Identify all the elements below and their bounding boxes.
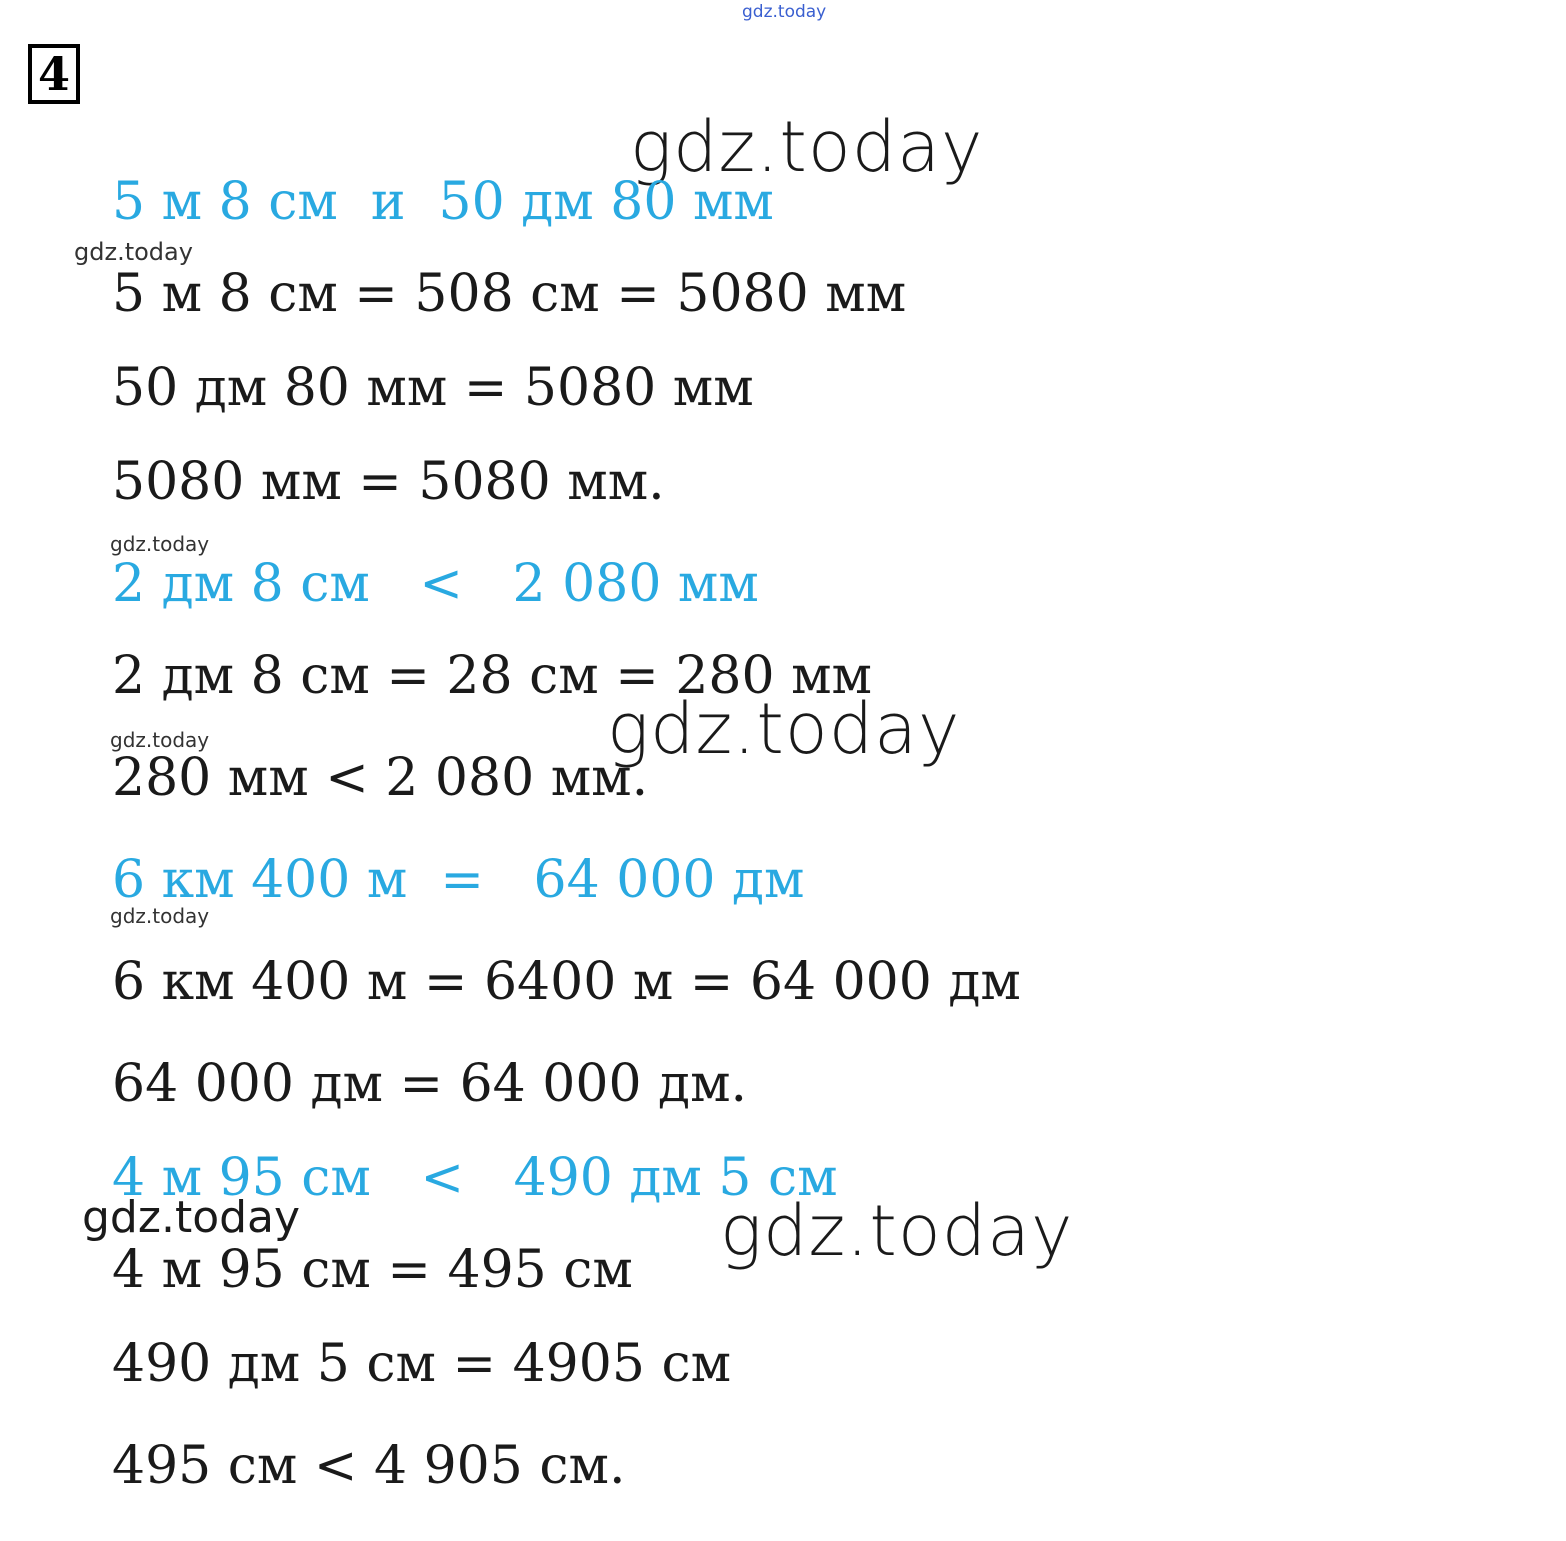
solution-line-4a: 4 м 95 см = 495 см <box>112 1240 633 1300</box>
watermark-small-4: gdz.today <box>110 904 210 928</box>
watermark-large-3: gdz.today <box>720 1190 1074 1272</box>
solution-line-2b: 280 мм < 2 080 мм. <box>112 748 649 808</box>
task-line-1: 5 м 8 см и 50 дм 80 мм <box>112 172 774 232</box>
watermark-large-2: gdz.today <box>607 688 961 770</box>
solution-line-3a: 6 км 400 м = 6400 м = 64 000 дм <box>112 952 1021 1012</box>
watermark-small-3: gdz.today <box>110 728 210 752</box>
watermark-small-1: gdz.today <box>74 238 193 266</box>
solution-line-1b: 50 дм 80 мм = 5080 мм <box>112 358 754 418</box>
watermark-top: gdz.today <box>742 2 827 22</box>
watermark-medium-1: gdz.today <box>82 1192 301 1243</box>
solution-line-1a: 5 м 8 см = 508 см = 5080 мм <box>112 264 907 324</box>
solution-line-3b: 64 000 дм = 64 000 дм. <box>112 1054 748 1114</box>
watermark-large-1: gdz.today <box>630 106 984 188</box>
solution-line-4b: 490 дм 5 см = 4905 см <box>112 1334 732 1394</box>
task-number-box: 4 <box>28 44 80 104</box>
solution-line-4c: 495 см < 4 905 см. <box>112 1436 626 1496</box>
task-line-2: 2 дм 8 см < 2 080 мм <box>112 554 759 614</box>
watermark-small-2: gdz.today <box>110 532 210 556</box>
task-line-3: 6 км 400 м = 64 000 дм <box>112 850 805 910</box>
task-line-4: 4 м 95 см < 490 дм 5 см <box>112 1148 838 1208</box>
solution-line-1c: 5080 мм = 5080 мм. <box>112 452 665 512</box>
solution-line-2a: 2 дм 8 см = 28 см = 280 мм <box>112 646 872 706</box>
